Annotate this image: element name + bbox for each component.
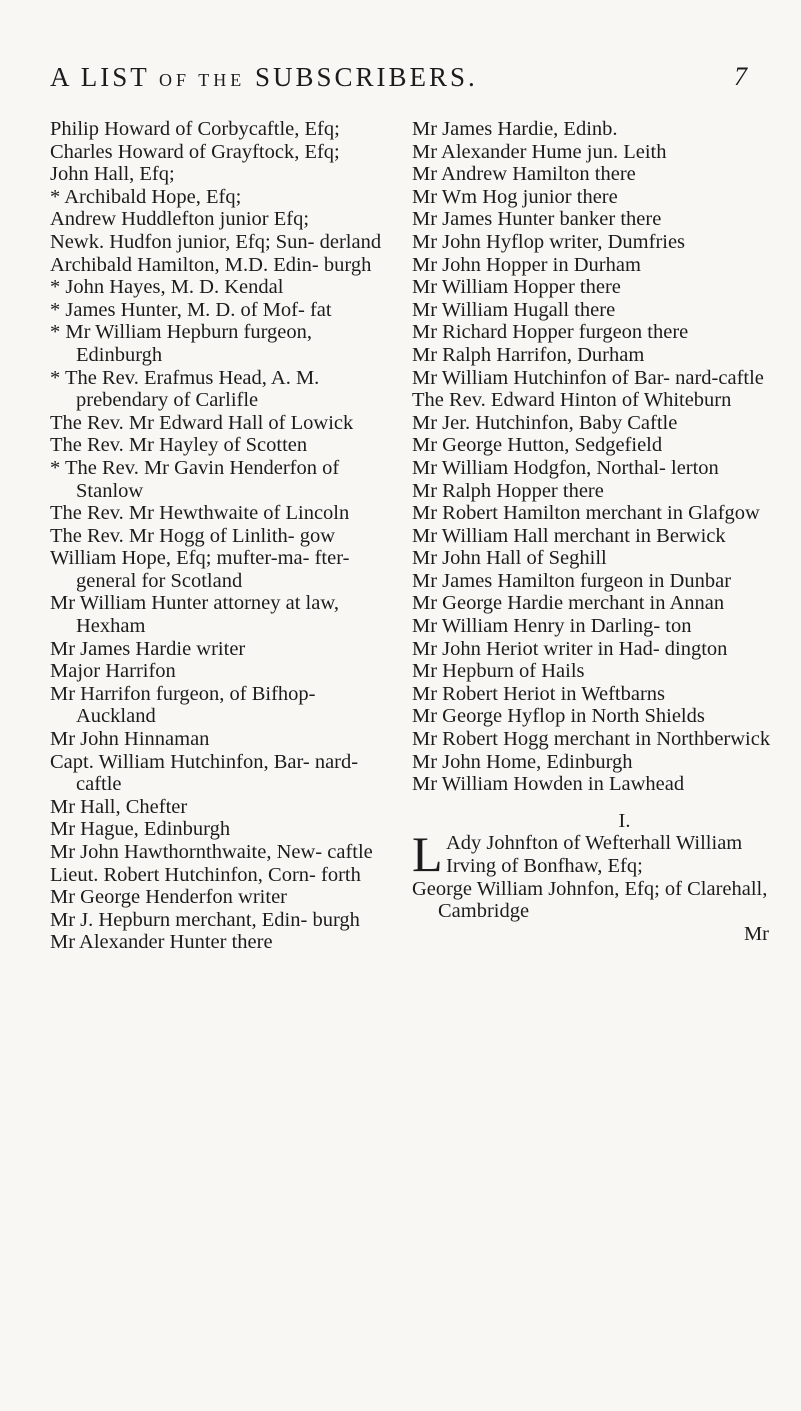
list-item: Mr Alexander Hunter there [50,931,273,954]
list-item: Philip Howard of Corbycaftle, Efq; [50,118,340,140]
list-item: Mr Andrew Hamilton there [412,163,636,186]
list-item: Mr George Hutton, Sedgefield [412,434,663,457]
page-header [50,62,750,93]
list-item: Newk. Hudfon junior, Efq; Sun- derland [50,230,382,253]
list-item: * Mr William Hepburn furgeon, Edinburgh [50,321,313,366]
list-item: Mr John Hall of Seghill [412,547,607,570]
list-item: Mr William Hopper there [412,276,621,299]
list-item: Mr William Hunter attorney at law, Hexham [50,592,339,638]
section-heading-i: I. [618,809,631,832]
list-item: George William Johnfon, Efq; of Clarehall, Cambridge [412,877,768,923]
list-item: The Rev. Mr Hayley of Scotten [50,434,308,457]
list-item: John Hall, Efq; [50,163,175,186]
list-item: Mr Hepburn of Hails [412,660,585,683]
list-item: Mr Hague, Edinburgh [50,818,231,841]
header-title-left: A LIST [50,62,150,92]
list-item: * The Rev. Erafmus Head, A. M. prebendary of Carlifle [50,366,320,412]
list-item: Mr James Hunter banker there [412,208,662,231]
list-item: Mr William Hugall there [412,298,616,321]
list-item: Mr William Henry in Darling- ton [412,615,692,638]
list-item: Mr Jer. Hutchinfon, Baby Caftle [412,411,678,434]
left-column [50,118,395,954]
list-item: Mr Robert Hogg merchant in Northberwick [412,728,771,751]
list-item: Mr James Hardie, Edinb. [412,118,618,140]
page-number: 7 [734,62,750,91]
list-item: * John Hayes, M. D. Kendal [50,276,284,299]
list-item: Mr William Hall merchant in Berwick [412,524,726,547]
list-item: Mr Robert Hamilton merchant in Glafgow [412,502,760,525]
list-item: Charles Howard of Grayftock, Efq; [50,140,340,163]
list-item: William Hope, Efq; mufter-ma- fter-general for Scotland [50,547,350,592]
list-item: * Archibald Hope, Efq; [50,185,242,208]
list-item: Mr Ralph Harrifon, Durham [412,343,645,366]
list-item: Mr James Hamilton furgeon in Dunbar [412,569,732,592]
list-item: Mr John Hyflop writer, Dumfries [412,230,686,253]
list-item: The Rev. Mr Hogg of Linlith- gow [50,524,336,547]
list-item: Mr William Howden in Lawhead [412,773,685,796]
header-title-right: SUBSCRIBERS. [254,62,478,92]
list-item: Archibald Hamilton, M.D. Edin- burgh [50,253,372,276]
drop-cap: L [412,826,443,883]
list-item: Mr J. Hepburn merchant, Edin- burgh [50,908,360,931]
header-title-of: OF THE [159,70,246,90]
right-column-entries [412,118,777,796]
list-item: Capt. William Hutchinfon, Bar- nard-caftle [50,750,359,796]
list-item: Mr Alexander Hume jun. Leith [412,140,667,163]
list-item: The Rev. Edward Hinton of Whiteburn [412,389,732,412]
right-column [412,118,777,945]
list-item: Mr John Heriot writer in Had- dington [412,637,728,660]
list-item: Mr Richard Hopper furgeon there [412,321,689,344]
list-item: Major Harrifon [50,660,176,683]
list-item: Mr Harrifon furgeon, of Bifhop- Auckland [50,682,316,728]
list-item: Mr Hall, Chefter [50,795,188,818]
list-item: Mr Robert Heriot in Weftbarns [412,682,666,705]
first-entry-text: Ady Johnfton of Wefterhall William Irving of Bonfhaw, Efq; [446,832,743,877]
catchword: Mr [743,922,769,945]
list-item: Lieut. Robert Hutchinfon, Corn- forth [50,863,361,886]
list-item: The Rev. Mr Hewthwaite of Lincoln [50,502,350,525]
list-item: Mr John Hopper in Durham [412,253,641,276]
list-item: Mr John Hinnaman [50,728,210,751]
list-item: Mr George Hardie merchant in Annan [412,592,725,615]
list-item: Mr William Hodgfon, Northal- lerton [412,456,719,479]
list-item: Mr Wm Hog junior there [412,185,618,208]
list-item: Mr John Home, Edinburgh [412,750,633,773]
list-item: Mr James Hardie writer [50,637,246,660]
list-item: The Rev. Mr Edward Hall of Lowick [50,411,354,434]
list-item: Mr George Henderfon writer [50,886,287,909]
list-item: Mr George Hyflop in North Shields [412,705,705,728]
list-item: Mr Ralph Hopper there [412,479,604,502]
list-item: Mr William Hutchinfon of Bar- nard-caftle [412,366,764,389]
list-item: Mr John Hawthornthwaite, New- caftle [50,841,373,863]
section-i-entries [412,878,777,923]
list-item: Andrew Huddlefton junior Efq; [50,208,310,231]
list-item: * James Hunter, M. D. of Mof- fat [50,298,332,321]
list-item [412,826,777,883]
list-item: * The Rev. Mr Gavin Henderfon of Stanlow [50,456,340,502]
